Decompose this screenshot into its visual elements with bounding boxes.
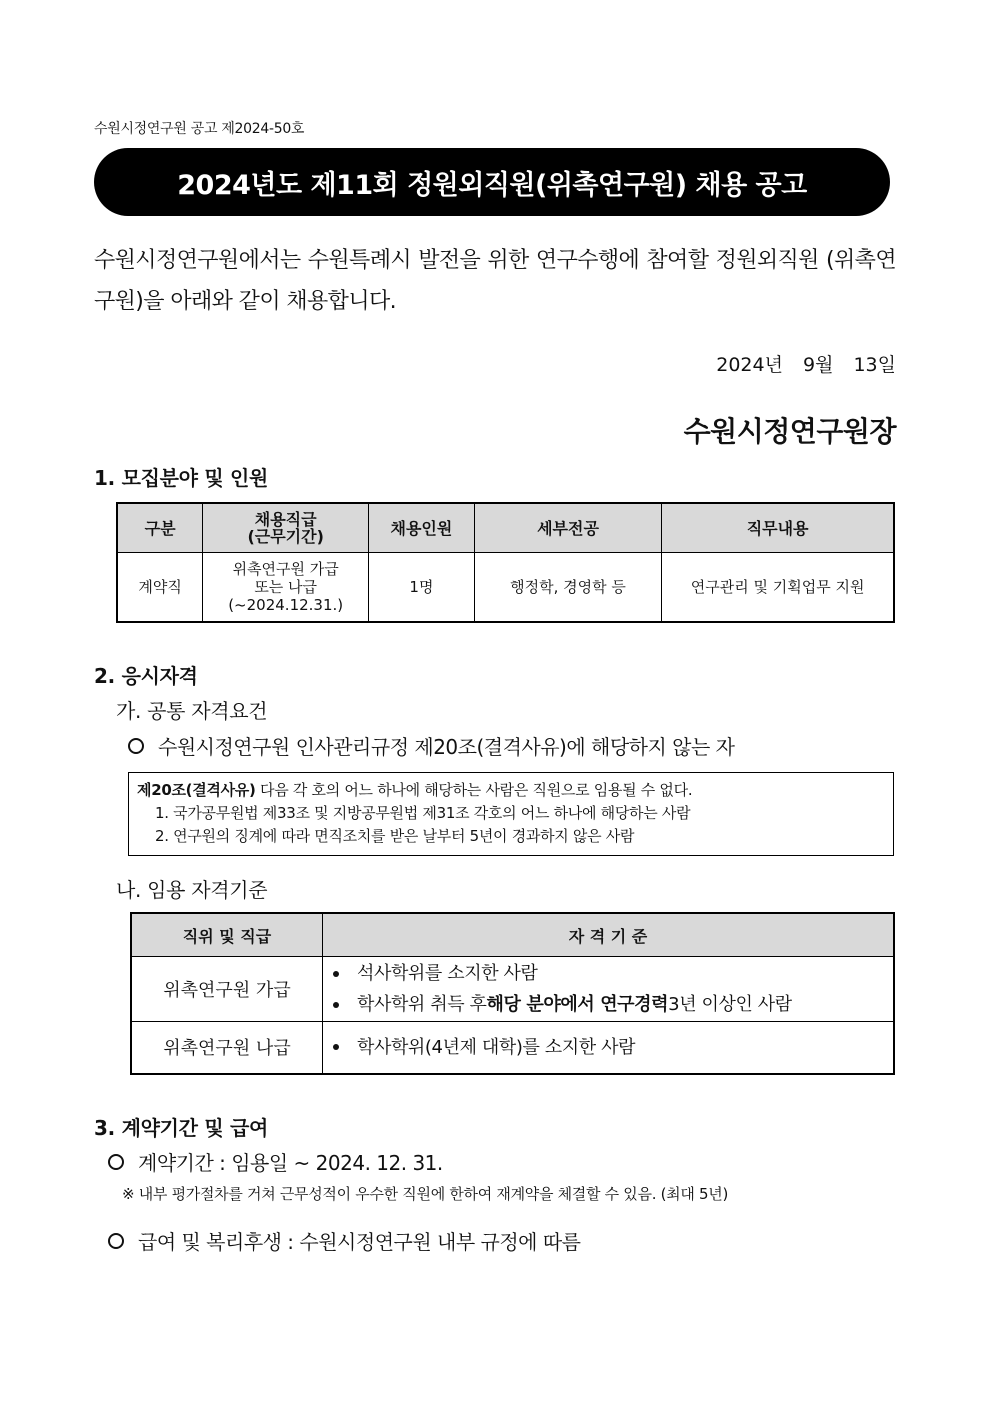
circle-bullet-icon (108, 1233, 124, 1249)
table-row (131, 957, 894, 1022)
criteria-text: 석사학위를 소지한 사람 (356, 963, 538, 984)
table-row (117, 553, 894, 623)
criteria-text: 3년 이상인 사람 (668, 994, 792, 1015)
bullet-dot-icon (333, 971, 339, 977)
section2-heading: 2. 응시자격 (94, 664, 198, 688)
criteria-text: 학사학위 취득 후 (356, 994, 487, 1015)
qualification-table (130, 912, 895, 1075)
circle-bullet-icon (128, 738, 144, 754)
cell-grade (203, 553, 369, 623)
cell-major: 행정학, 경영학 등 (474, 553, 661, 623)
title-banner (94, 148, 890, 216)
header-grade (203, 503, 369, 553)
list-item (333, 1032, 892, 1063)
salary-bullet (108, 1226, 580, 1255)
header-grade-line2: (근무기간) (247, 527, 324, 546)
header-category: 구분 (117, 503, 203, 553)
criteria-bold-text: 해당 분야에서 연구경력 (486, 994, 669, 1015)
criteria-text: 학사학위(4년제 대학)를 소지한 사람 (356, 1036, 636, 1058)
page-title: 2024년도 제11회 정원외직원(위촉연구원) 채용 공고 (177, 169, 807, 201)
box-item-1: 1. 국가공무원법 제33조 및 지방공무원법 제31조 각호의 어느 하나에 해당하는 사람 (155, 804, 691, 822)
common-requirements-heading: 가. 공통 자격요건 (116, 699, 268, 723)
table-header-row (117, 503, 894, 553)
cell-grade-line2: 또는 나급 (254, 578, 318, 596)
bullet-dot-icon (333, 1002, 339, 1008)
recruitment-table (116, 502, 895, 623)
contract-period-bullet (108, 1147, 443, 1176)
notice-number: 수원시정연구원 공고 제2024-50호 (94, 121, 305, 137)
box-lead (137, 779, 885, 802)
cell-criteria-ga (322, 957, 894, 1022)
box-lead-bold: 제20조(결격사유) (137, 781, 256, 799)
qualification-standards-heading: 나. 임용 자격기준 (116, 878, 268, 902)
cell-position-na: 위촉연구원 나급 (131, 1022, 322, 1074)
circle-bullet-icon (108, 1154, 124, 1170)
header-grade-line1: 채용직급 (254, 510, 317, 529)
salary-text: 급여 및 복리후생 : 수원시정연구원 내부 규정에 따름 (138, 1230, 581, 1254)
header-position: 직위 및 직급 (131, 913, 322, 957)
header-criteria: 자 격 기 준 (322, 913, 894, 957)
header-count: 채용인원 (369, 503, 475, 553)
header-duties: 직무내용 (662, 503, 894, 553)
cell-duties: 연구관리 및 기획업무 지원 (662, 553, 894, 623)
cell-grade-line1: 위촉연구원 가급 (232, 560, 339, 578)
requirement-bullet (128, 731, 734, 760)
cell-criteria-na (322, 1022, 894, 1074)
table-header-row (131, 913, 894, 957)
section3-heading: 3. 계약기간 및 급여 (94, 1116, 269, 1140)
box-lead-text: 다음 각 호의 어느 하나에 해당하는 사람은 직원으로 임용될 수 없다. (255, 781, 693, 799)
requirement-text: 수원시정연구원 인사관리규정 제20조(결격사유)에 해당하지 않는 자 (158, 735, 735, 759)
box-item-2: 2. 연구원의 징계에 따라 면직조치를 받은 날부터 5년이 경과하지 않은 사람 (155, 827, 635, 845)
cell-position-ga: 위촉연구원 가급 (131, 957, 322, 1022)
announcement-date: 2024년 9월 13일 (716, 354, 896, 376)
disqualification-box (128, 772, 894, 856)
intro-paragraph: 수원시정연구원에서는 수원특례시 발전을 위한 연구수행에 참여할 정원외직원 (위촉연구원)을 아래와 같이 채용합니다. (94, 248, 896, 314)
organization-signature: 수원시정연구원장 (683, 415, 896, 448)
list-item (333, 989, 892, 1020)
bullet-dot-icon (333, 1044, 339, 1050)
cell-count: 1명 (369, 553, 475, 623)
section1-heading: 1. 모집분야 및 인원 (94, 466, 269, 490)
header-major: 세부전공 (474, 503, 661, 553)
cell-grade-line3: (~2024.12.31.) (228, 596, 344, 614)
cell-category: 계약직 (117, 553, 203, 623)
renewal-note: ※ 내부 평가절차를 거쳐 근무성적이 우수한 직원에 한하여 재계약을 체결할 수 있음. (최대 5년) (122, 1185, 729, 1203)
contract-period-text: 계약기간 : 임용일 ~ 2024. 12. 31. (138, 1151, 443, 1175)
table-row (131, 1022, 894, 1074)
list-item (333, 958, 892, 989)
